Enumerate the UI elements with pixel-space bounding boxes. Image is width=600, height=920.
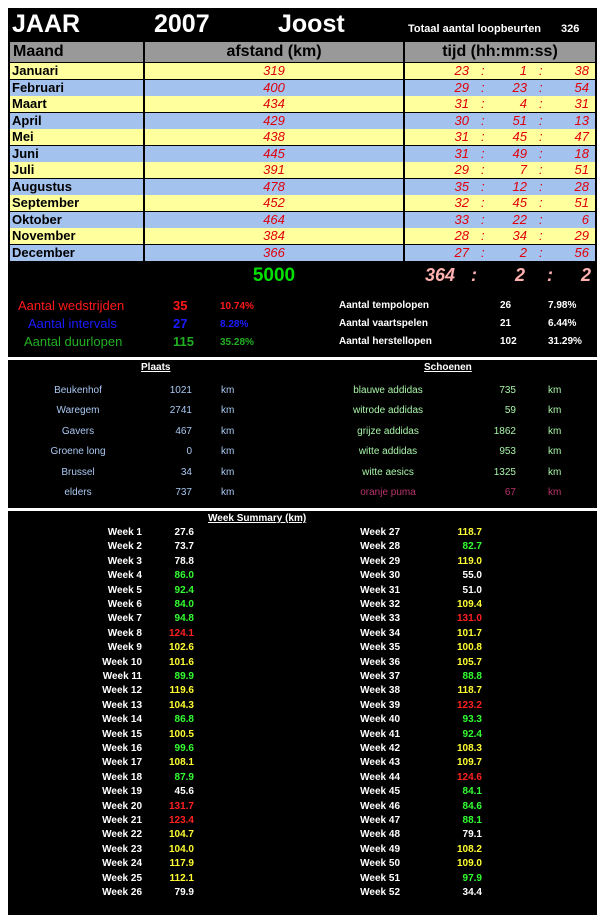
stat-count: 35: [173, 298, 188, 313]
week-label: Week 39: [360, 699, 400, 711]
week-value: 131.0: [456, 613, 482, 625]
month-hours: 23: [454, 63, 469, 78]
shoe-km: 1862: [493, 425, 516, 437]
week-value: 79.1: [462, 829, 482, 841]
time-sep: :: [539, 195, 543, 210]
month-name: Maart: [10, 96, 143, 112]
table-header: [8, 42, 597, 62]
month-time: [405, 113, 595, 129]
month-distance: 452: [145, 195, 403, 211]
month-hours: 29: [454, 79, 469, 95]
year-total-km: 5000: [252, 265, 296, 286]
time-sep: :: [539, 96, 543, 111]
week-value: 92.4: [174, 584, 194, 596]
week-label: Week 9: [107, 642, 142, 654]
total-minutes: 2: [515, 265, 526, 285]
year-total-time: [405, 262, 595, 289]
time-sep: :: [481, 96, 485, 111]
week-label: Week 30: [360, 570, 400, 582]
week-value: 99.6: [174, 743, 194, 754]
month-seconds: 31: [574, 96, 589, 111]
shoe-km: 1325: [493, 466, 516, 478]
month-seconds: 38: [574, 63, 589, 78]
week-value: 100.8: [456, 642, 482, 654]
month-seconds: 18: [574, 145, 589, 161]
time-sep: :: [539, 162, 543, 177]
place-name: Waregem: [56, 405, 100, 417]
week-value: 93.3: [462, 714, 482, 726]
week-label: Week 29: [360, 555, 400, 567]
shoe-name: witte addidas: [358, 446, 418, 458]
stat-count: 21: [500, 318, 512, 329]
total-seconds: 2: [581, 265, 592, 285]
week-value: 88.8: [462, 671, 482, 682]
week-label: Week 23: [102, 843, 142, 855]
month-hours: 28: [454, 228, 469, 243]
week-value: 118.7: [457, 685, 482, 697]
week-label: Week 52: [360, 887, 400, 898]
stat-label: Aantal wedstrijden: [18, 298, 125, 313]
month-minutes: 1: [519, 63, 527, 78]
month-hours: 27: [454, 244, 469, 260]
month-distance: 384: [145, 228, 403, 244]
week-value: 79.9: [174, 887, 194, 898]
month-row: [8, 129, 597, 145]
month-row: [8, 80, 597, 96]
places-shoes-panel: [8, 360, 597, 508]
place-km: 737: [175, 487, 192, 498]
stat-pct: 7.98%: [548, 300, 577, 311]
time-sep: :: [481, 63, 485, 78]
week-label: Week 36: [360, 656, 400, 668]
runner-name: Joost: [278, 10, 345, 38]
week-label: Week 19: [102, 786, 142, 798]
month-minutes: 49: [512, 145, 527, 161]
week-label: Week 7: [107, 613, 142, 625]
month-time: [405, 80, 595, 96]
week-label: Week 51: [360, 872, 400, 884]
week-value: 124.1: [168, 627, 194, 639]
time-sep: :: [481, 112, 485, 128]
week-label: Week 4: [107, 570, 142, 582]
stat-label: Aantal vaartspelen: [339, 318, 428, 329]
week-value: 84.1: [462, 786, 482, 798]
place-unit: km: [221, 385, 235, 396]
stat-pct: 35.28%: [220, 337, 254, 348]
week-value: 105.7: [456, 656, 482, 668]
month-time: [405, 245, 595, 261]
time-sep: :: [481, 244, 485, 260]
week-value: 109.4: [456, 599, 482, 610]
time-sep: :: [539, 228, 543, 243]
week-label: Week 14: [102, 714, 142, 726]
shoe-km: 953: [499, 446, 516, 458]
time-sep: :: [481, 211, 485, 227]
week-label: Week 13: [102, 699, 142, 711]
shoe-name: grijze addidas: [357, 425, 419, 437]
week-value: 92.4: [462, 728, 482, 740]
month-seconds: 56: [574, 244, 589, 260]
month-hours: 31: [454, 96, 469, 111]
week-value: 84.6: [462, 800, 482, 812]
week-value: 45.6: [174, 786, 194, 798]
month-time: [405, 129, 595, 145]
shoe-name: witte aesics: [362, 466, 414, 478]
time-sep: :: [481, 228, 485, 243]
stat-count: 102: [500, 336, 517, 347]
col-month-header: Maand: [10, 42, 143, 62]
shoe-name: oranje puma: [360, 487, 416, 498]
month-time: [405, 212, 595, 228]
week-label: Week 12: [102, 685, 142, 697]
col-distance-header: afstand (km): [145, 42, 403, 62]
week-value: 34.4: [462, 887, 482, 898]
week-value: 104.7: [168, 829, 194, 841]
week-value: 78.8: [174, 555, 194, 567]
place-unit: km: [221, 425, 235, 437]
stat-label: Aantal duurlopen: [24, 334, 123, 349]
time-sep: :: [481, 178, 485, 194]
month-name: Mei: [10, 129, 143, 145]
year-value: 2007: [154, 10, 210, 38]
week-label: Week 43: [360, 757, 400, 769]
shoe-unit: km: [548, 425, 562, 437]
week-value: 102.6: [168, 642, 194, 654]
total-sep-1: :: [471, 265, 477, 285]
stat-count: 115: [173, 334, 194, 349]
week-label: Week 3: [107, 555, 142, 567]
stat-pct: 31.29%: [548, 336, 582, 347]
month-name: November: [10, 228, 143, 244]
month-hours: 32: [454, 195, 469, 210]
col-time-header: tijd (hh:mm:ss): [405, 42, 595, 62]
week-label: Week 50: [360, 858, 400, 870]
month-name: Juni: [10, 146, 143, 162]
time-sep: :: [539, 129, 543, 144]
place-name: Brussel: [61, 466, 95, 478]
month-seconds: 47: [574, 129, 589, 144]
month-hours: 35: [454, 178, 469, 194]
places-title: Plaats: [141, 362, 171, 373]
week-value: 108.2: [456, 843, 482, 855]
shoe-name: witrode addidas: [352, 405, 424, 417]
place-unit: km: [221, 487, 235, 498]
week-label: Week 41: [360, 728, 400, 740]
stat-label: Aantal herstellopen: [339, 336, 432, 347]
week-value: 55.0: [462, 570, 482, 582]
week-label: Week 20: [102, 800, 142, 812]
month-minutes: 45: [512, 129, 527, 144]
week-value: 131.7: [168, 800, 194, 812]
month-row: [8, 162, 597, 178]
month-row: [8, 63, 597, 79]
week-label: Week 38: [360, 685, 400, 697]
week-value: 123.2: [456, 699, 482, 711]
time-sep: :: [539, 178, 543, 194]
week-value: 73.7: [174, 541, 194, 553]
week-label: Week 21: [102, 815, 142, 826]
month-time: [405, 63, 595, 79]
month-hours: 33: [454, 211, 469, 227]
total-hours: 364: [425, 265, 456, 285]
place-km: 1021: [169, 385, 192, 396]
time-sep: :: [539, 79, 543, 95]
shoe-km: 59: [504, 405, 516, 417]
week-label: Week 5: [107, 584, 142, 596]
month-distance: 464: [145, 212, 403, 228]
month-time: [405, 228, 595, 244]
week-value: 109.0: [456, 858, 482, 870]
week-label: Week 16: [102, 743, 142, 754]
year-total-label: Jaartotaal: [13, 267, 89, 284]
month-seconds: 29: [574, 228, 589, 243]
week-summary-panel: [8, 511, 597, 915]
week-label: Week 10: [102, 656, 142, 668]
month-seconds: 51: [574, 195, 589, 210]
week-value: 119.0: [457, 555, 482, 567]
month-minutes: 45: [512, 195, 527, 210]
month-minutes: 22: [512, 211, 527, 227]
stat-count: 26: [500, 300, 512, 311]
stat-pct: 6.44%: [548, 318, 577, 329]
year-header: [8, 8, 597, 40]
week-label: Week 35: [360, 642, 400, 654]
week-label: Week 6: [107, 599, 142, 610]
month-minutes: 23: [512, 79, 527, 95]
week-label: Week 1: [107, 527, 142, 538]
month-distance: 429: [145, 113, 403, 129]
monthly-panel: [8, 8, 597, 357]
place-name: Groene long: [50, 446, 106, 458]
week-label: Week 44: [360, 771, 400, 783]
shoe-unit: km: [548, 487, 562, 498]
month-name: Februari: [10, 80, 143, 96]
stat-label: Aantal intervals: [28, 316, 117, 331]
place-name: Gavers: [61, 425, 95, 437]
month-name: December: [10, 245, 143, 261]
week-label: Week 49: [360, 843, 400, 855]
week-label: Week 31: [360, 584, 400, 596]
week-label: Week 11: [102, 671, 142, 682]
week-value: 51.0: [462, 584, 482, 596]
shoes-title: Schoenen: [424, 362, 472, 373]
place-unit: km: [221, 446, 235, 458]
month-hours: 31: [454, 145, 469, 161]
week-value: 108.1: [168, 757, 194, 769]
week-label: Week 28: [360, 541, 400, 553]
week-value: 124.6: [456, 771, 482, 783]
week-value: 87.9: [174, 771, 194, 783]
month-hours: 29: [454, 162, 469, 177]
month-name: September: [10, 195, 143, 211]
month-distance: 438: [145, 129, 403, 145]
month-row: [8, 113, 597, 129]
time-sep: :: [481, 79, 485, 95]
week-label: Week 18: [102, 771, 142, 783]
month-seconds: 54: [574, 79, 589, 95]
month-minutes: 2: [519, 244, 527, 260]
total-sep-2: :: [547, 265, 553, 285]
month-row: [8, 212, 597, 228]
week-value: 112.1: [169, 872, 194, 884]
week-label: Week 2: [107, 541, 142, 553]
week-label: Week 47: [360, 815, 400, 826]
week-value: 100.5: [168, 728, 194, 740]
shoe-unit: km: [548, 405, 562, 417]
week-value: 86.8: [174, 714, 194, 726]
month-seconds: 6: [581, 211, 589, 227]
week-label: Week 45: [360, 786, 400, 798]
shoe-unit: km: [548, 446, 562, 458]
time-sep: :: [539, 145, 543, 161]
stat-pct: 10.74%: [220, 301, 254, 312]
month-minutes: 51: [512, 112, 527, 128]
week-label: Week 32: [360, 599, 400, 610]
week-label: Week 22: [102, 829, 142, 841]
week-summary-title: Week Summary (km): [208, 513, 307, 524]
week-value: 118.7: [457, 527, 482, 538]
time-sep: :: [539, 63, 543, 78]
month-name: Juli: [10, 162, 143, 178]
place-name: elders: [64, 487, 92, 498]
month-hours: 31: [454, 129, 469, 144]
month-minutes: 4: [519, 96, 527, 111]
week-label: Week 8: [107, 627, 142, 639]
week-value: 86.0: [174, 570, 194, 582]
shoe-name: blauwe addidas: [353, 385, 423, 396]
month-name: Augustus: [10, 179, 143, 195]
month-name: Oktober: [10, 212, 143, 228]
shoe-km: 735: [499, 385, 516, 396]
month-distance: 434: [145, 96, 403, 112]
week-value: 88.1: [462, 815, 482, 826]
week-label: Week 42: [360, 743, 400, 754]
week-label: Week 26: [102, 887, 142, 898]
month-distance: 478: [145, 179, 403, 195]
total-runs-label: Totaal aantal loopbeurten: [408, 23, 542, 35]
time-sep: :: [539, 244, 543, 260]
place-km: 0: [186, 446, 192, 458]
month-seconds: 28: [574, 178, 589, 194]
month-minutes: 12: [512, 178, 527, 194]
month-distance: 366: [145, 245, 403, 261]
stat-count: 27: [173, 316, 188, 331]
week-value: 104.0: [168, 843, 194, 855]
month-distance: 445: [145, 146, 403, 162]
week-label: Week 33: [360, 613, 400, 625]
week-value: 104.3: [168, 699, 194, 711]
week-value: 123.4: [168, 815, 194, 826]
month-time: [405, 162, 595, 178]
week-value: 101.7: [456, 627, 482, 639]
month-row: [8, 195, 597, 211]
week-value: 109.7: [456, 757, 482, 769]
stat-pct: 8.28%: [220, 319, 249, 330]
time-sep: :: [481, 195, 485, 210]
month-row: [8, 228, 597, 244]
month-seconds: 51: [574, 162, 589, 177]
week-label: Week 34: [360, 627, 400, 639]
month-hours: 30: [454, 112, 469, 128]
shoe-km: 67: [504, 487, 516, 498]
week-label: Week 15: [102, 728, 142, 740]
place-name: Beukenhof: [54, 385, 102, 396]
shoe-unit: km: [548, 466, 562, 478]
time-sep: :: [481, 145, 485, 161]
year-total-row: [8, 262, 597, 289]
month-time: [405, 195, 595, 211]
month-row: [8, 245, 597, 261]
month-time: [405, 146, 595, 162]
month-time: [405, 96, 595, 112]
stat-label: Aantal tempolopen: [339, 300, 430, 311]
week-value: 117.9: [169, 858, 194, 870]
place-km: 34: [180, 466, 192, 478]
month-name: April: [10, 113, 143, 129]
month-row: [8, 96, 597, 112]
week-label: Week 37: [360, 671, 400, 682]
month-row: [8, 179, 597, 195]
week-label: Week 46: [360, 800, 400, 812]
place-km: 467: [175, 425, 192, 437]
week-value: 27.6: [174, 527, 194, 538]
month-minutes: 34: [512, 228, 527, 243]
week-label: Week 48: [360, 829, 400, 841]
shoe-unit: km: [548, 385, 562, 396]
month-distance: 319: [145, 63, 403, 79]
week-value: 108.3: [456, 743, 482, 754]
week-value: 97.9: [462, 872, 482, 884]
time-sep: :: [539, 211, 543, 227]
month-distance: 400: [145, 80, 403, 96]
week-label: Week 17: [102, 757, 142, 769]
week-value: 119.6: [169, 685, 194, 697]
month-minutes: 7: [519, 162, 527, 177]
time-sep: :: [481, 129, 485, 144]
week-label: Week 40: [360, 714, 400, 726]
time-sep: :: [481, 162, 485, 177]
total-runs-value: 326: [561, 23, 580, 35]
month-name: Januari: [10, 63, 143, 79]
week-value: 82.7: [462, 541, 482, 553]
month-row: [8, 146, 597, 162]
month-seconds: 13: [574, 112, 589, 128]
time-sep: :: [539, 112, 543, 128]
month-time: [405, 179, 595, 195]
week-label: Week 25: [102, 872, 142, 884]
week-label: Week 27: [360, 527, 400, 538]
place-km: 2741: [169, 405, 192, 417]
month-distance: 391: [145, 162, 403, 178]
week-value: 94.8: [174, 613, 194, 625]
place-unit: km: [221, 466, 235, 478]
week-value: 84.0: [174, 599, 194, 610]
place-unit: km: [221, 405, 235, 417]
week-value: 101.6: [168, 656, 194, 668]
week-value: 89.9: [174, 671, 194, 682]
jaar-label: JAAR: [12, 10, 81, 38]
week-label: Week 24: [102, 858, 142, 870]
